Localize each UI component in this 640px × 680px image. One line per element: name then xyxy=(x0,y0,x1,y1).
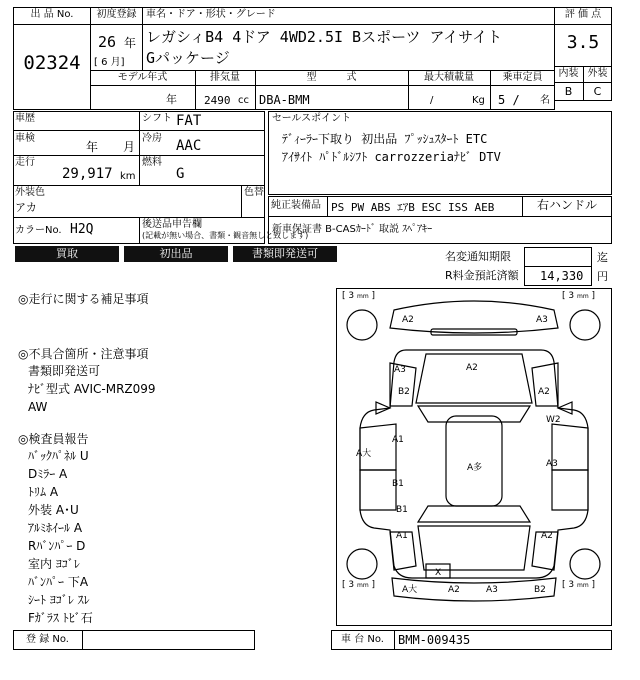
mileage-unit: km xyxy=(120,171,136,182)
equip-value: PS PW ABS ｴｱB ESC ISS AEB xyxy=(331,201,495,214)
new-cert: 新車保証書 B-CASｶｰﾄﾞ 取説 ｽﾍﾟｱｷｰ xyxy=(272,224,433,235)
roof-panel xyxy=(446,416,502,506)
rear-window xyxy=(418,506,530,522)
mark-rear-fender-l: B1 xyxy=(396,505,408,515)
interior-grade: B xyxy=(564,85,573,98)
defect-item: 書類即発送可 xyxy=(28,364,101,378)
inspection-label: 車検 xyxy=(15,133,35,144)
inspector-item: Fｶﾞﾗｽ ﾄﾋﾞ石 xyxy=(28,611,93,625)
recycle-label: R料金預託済額 xyxy=(445,269,519,282)
wheel-rear-left xyxy=(347,549,377,579)
tire-depth-front-right: [ 3 mm ] xyxy=(562,291,596,301)
reg-month: [ 6 月] xyxy=(94,57,125,68)
ext-color-label: 外装色 xyxy=(15,187,45,198)
mark-roof: A多 xyxy=(467,463,483,473)
mark-fender-fl2: B2 xyxy=(398,387,410,397)
inspector-item: Dﾐﾗｰ A xyxy=(28,467,68,481)
sales-line2: ｱｲｻｲﾄ ﾊﾟﾄﾞﾙｼﾌﾄ carrozzeriaﾅﾋﾞ DTV xyxy=(282,150,501,164)
mark-fender-fr: A2 xyxy=(538,387,550,397)
mark-rear-fender-r: A2 xyxy=(541,531,553,541)
car-name-line2: Gパッケージ xyxy=(146,49,230,67)
shift-value: FAT xyxy=(176,113,202,129)
max-load-unit: Kg xyxy=(472,95,485,106)
fuel-label: 燃料 xyxy=(142,157,162,168)
exterior-grade: C xyxy=(593,85,602,98)
exterior-label: 外装 xyxy=(587,68,608,79)
hood xyxy=(416,354,532,403)
color-change-label: 色替 xyxy=(244,187,264,198)
mark-door-fl: A1 xyxy=(392,435,404,445)
name-change-unit: 迄 xyxy=(597,251,608,264)
inspector-item: ﾄﾘﾑ A xyxy=(28,485,59,499)
type-label: 型 式 xyxy=(306,72,357,83)
sales-line1: ﾃﾞｨｰﾗｰ下取り 初出品 ﾌﾟｯｼｭｽﾀｰﾄ ETC xyxy=(282,132,488,146)
left-rear-door xyxy=(360,470,396,510)
sales-title: セールスポイント xyxy=(272,113,352,124)
displacement-label: 排気量 xyxy=(210,72,240,83)
defect-item: ﾅﾋﾞ型式 AVIC-MRZ099 xyxy=(28,382,156,396)
wheel-front-right xyxy=(570,310,600,340)
left-front-door xyxy=(360,424,396,470)
recycle-value: 14,330 xyxy=(540,269,584,283)
inspector-item: ﾊﾞｯｸﾊﾟﾈﾙ U xyxy=(28,449,89,463)
handle-value: 右ハンドル xyxy=(536,198,597,212)
tire-depth-front-left: [ 3 mm ] xyxy=(342,291,376,301)
mark-front-bumper-left: A2 xyxy=(402,315,414,325)
capacity-value: 5 / xyxy=(498,93,520,107)
windshield xyxy=(418,406,530,422)
inspector-title: ◎検査員報告 xyxy=(18,432,89,446)
reg-year: 26 xyxy=(98,33,117,51)
defects-title: ◎不具合箇所・注意事項 xyxy=(18,347,149,361)
tag-first: 初出品 xyxy=(124,246,228,262)
mark-rear-bumper-mid: A2 xyxy=(448,585,460,595)
fuel-value: G xyxy=(176,166,185,182)
inspector-item: 外装 A･U xyxy=(28,503,79,517)
mark-door-fr: W2 xyxy=(546,415,561,425)
interior-label: 内装 xyxy=(558,68,579,79)
mark-sill-left: A大 xyxy=(356,449,372,459)
mark-rear-bumper-right: B2 xyxy=(534,585,546,595)
model-year-label: モデル年式 xyxy=(117,72,168,83)
car-damage-diagram xyxy=(336,288,612,626)
ac-label: 冷房 xyxy=(142,133,162,144)
mileage-value: 29,917 xyxy=(62,166,113,182)
max-load-sep: / xyxy=(430,95,434,106)
ac-value: AAC xyxy=(176,138,202,154)
tire-depth-rear-right: [ 3 mm ] xyxy=(562,580,596,590)
lot-label: 出 品 No. xyxy=(30,9,74,20)
chassis-number: BMM-009435 xyxy=(398,633,471,647)
history-label: 車歴 xyxy=(15,113,35,124)
recycle-unit: 円 xyxy=(597,270,608,283)
mark-door-rl: B1 xyxy=(392,479,404,489)
mark-hood: A2 xyxy=(466,363,478,373)
mark-rear-fender-l2: A1 xyxy=(396,531,408,541)
car-name-label: 車名・ドア・形状・グレード xyxy=(146,9,276,20)
inspection-year: 年 xyxy=(86,140,99,154)
inspector-item: ﾊﾞﾝﾊﾟｰ 下A xyxy=(28,575,89,589)
mark-rear-bumper-a3: A3 xyxy=(486,585,498,595)
capacity-label: 乗車定員 xyxy=(502,72,543,83)
max-load-label: 最大積載量 xyxy=(424,72,474,83)
shift-label: シフト xyxy=(142,113,172,124)
mileage-label: 走行 xyxy=(15,157,35,168)
right-rear-door xyxy=(552,470,588,510)
tag-docs: 書類即発送可 xyxy=(233,246,337,262)
inspector-item: ｼｰﾄ ﾖｺﾞﾚ ｽﾚ xyxy=(28,593,90,607)
driving-title: ◎走行に関する補足事項 xyxy=(18,292,149,306)
displacement-unit: cc xyxy=(238,95,249,106)
name-change-field xyxy=(524,247,592,267)
score-value: 3.5 xyxy=(566,32,600,53)
defect-item: AW xyxy=(28,400,48,414)
wheel-front-left xyxy=(347,310,377,340)
capacity-unit: 名 xyxy=(540,95,550,106)
score-label: 評 価 点 xyxy=(564,9,602,20)
ext-color-value: アカ xyxy=(15,201,37,214)
color-no-value: H2Q xyxy=(70,222,94,237)
reg-year-unit: 年 xyxy=(124,36,137,50)
mark-fender-fl: A3 xyxy=(394,365,406,375)
model-year-unit: 年 xyxy=(166,93,177,106)
front-bumper xyxy=(390,301,558,333)
inspector-item: 室内 ﾖｺﾞﾚ xyxy=(28,557,80,571)
lot-number: 02324 xyxy=(23,52,81,74)
equip-label: 純正装備品 xyxy=(271,200,321,211)
mark-front-bumper-right: A3 xyxy=(536,315,548,325)
wheel-rear-right xyxy=(570,549,600,579)
displacement-value: 2490 xyxy=(204,94,231,107)
first-reg-label: 初度登録 xyxy=(96,9,137,20)
mark-rear-bumper-left: A大 xyxy=(402,585,418,595)
type-code: DBA-BMM xyxy=(259,93,310,107)
car-name-line1: レガシィB4 4ドア 4WD2.5I Bスポーツ アイサイト xyxy=(146,28,503,46)
inspection-month: 月 xyxy=(123,140,136,154)
post-install-note: (記載が無い場合、書類・観音無しと致します) xyxy=(142,231,309,240)
tire-depth-rear-left: [ 3 mm ] xyxy=(342,580,376,590)
inspector-item: Rﾊﾞﾝﾊﾟｰ D xyxy=(28,539,86,553)
chassis-label: 車 台 No. xyxy=(341,634,384,645)
tag-buy: 買取 xyxy=(15,246,119,262)
mark-door-rr: A3 xyxy=(546,459,558,469)
inspector-item: ｱﾙﾐﾎｲｰﾙ A xyxy=(28,521,83,535)
reg-no-label: 登 録 No. xyxy=(26,634,69,645)
post-install-label: 後送品申告欄 xyxy=(142,219,202,230)
color-no-label: カラーNo. xyxy=(15,225,62,236)
mark-trunk: X xyxy=(435,568,442,578)
name-change-label: 名変通知期限 xyxy=(445,250,511,263)
